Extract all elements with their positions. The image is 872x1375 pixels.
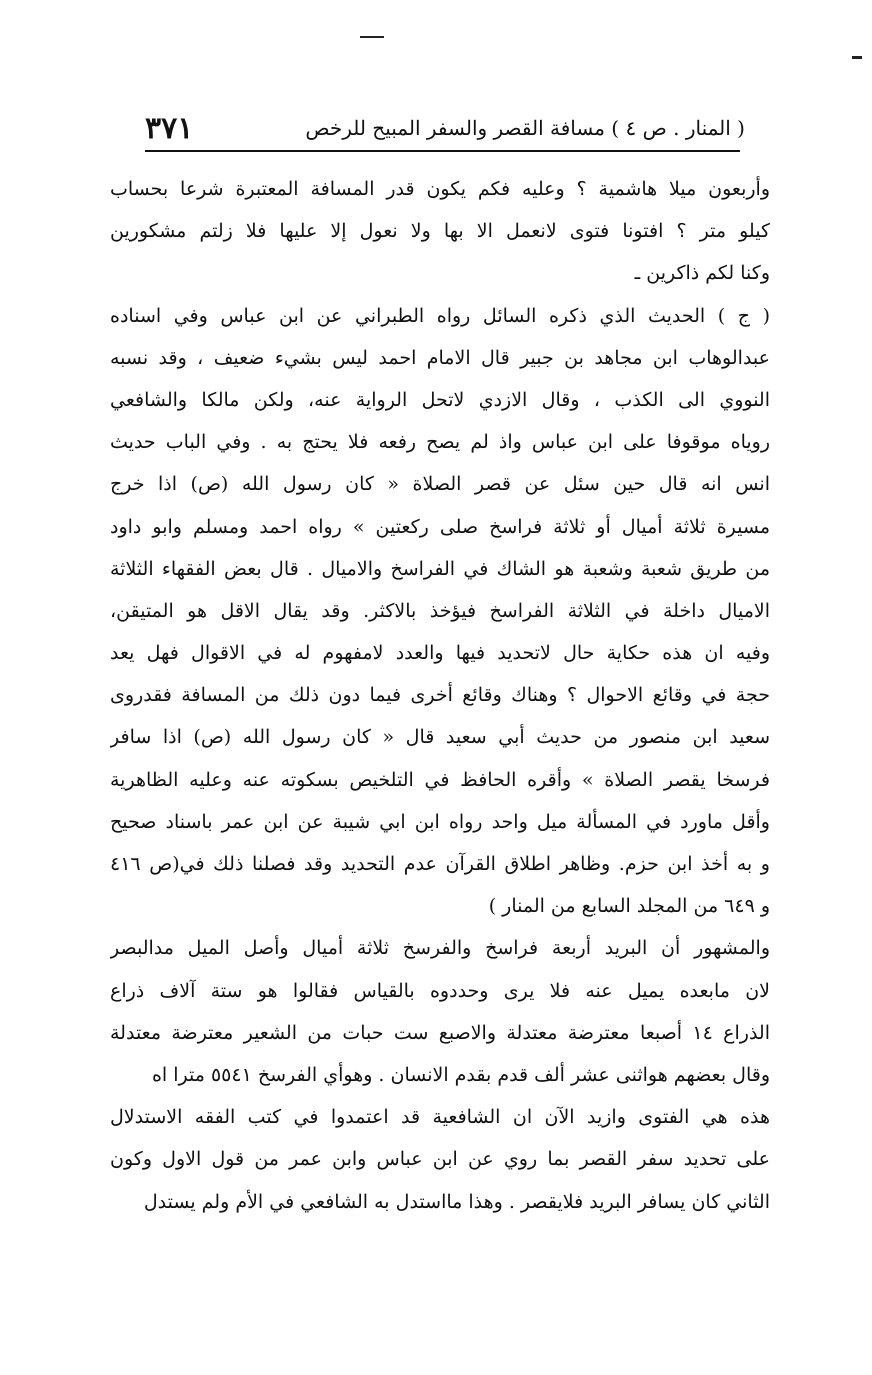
text-line: الثاني كان يسافر البريد فلايقصر . وهذا مااستدل به الشافعي في الأم ولم يستدل bbox=[143, 1190, 770, 1213]
running-head bbox=[145, 108, 745, 148]
paragraph bbox=[110, 1096, 770, 1223]
text-line: فرسخا يقصر الصلاة » وأقره الحافظ في التلخيص بسكوته عنه وعليه الظاهرية bbox=[110, 768, 770, 791]
paragraph bbox=[110, 168, 770, 295]
text-line: وكنا لكم ذاكرين ـ bbox=[634, 262, 770, 285]
text-line: الذراع ١٤ أصبعا معترضة معتدلة والاصبع ست حبات من الشعير معترضة معتدلة bbox=[110, 1021, 770, 1044]
text-line: وقال بعضهم هواثنى عشر ألف قدم بقدم الانسان . وهوأي الفرسخ ٥٥٤١ مترا اه bbox=[151, 1063, 770, 1086]
text-line: وأربعون ميلا هاشمية ؟ وعليه فكم يكون قدر المسافة المعتبرة شرعا بحساب bbox=[110, 178, 770, 200]
paragraph bbox=[110, 927, 770, 1096]
text-line: من طريق شعبة وشعبة هو الشاك في الفراسخ والاميال . قال بعض الفقهاء الثلاثة bbox=[110, 557, 770, 580]
text-line: روياه موقوفا على ابن عباس واذ لم يصح رفعه فلا يحتج به . وفي الباب حديث bbox=[110, 431, 770, 454]
text-line: انس انه قال حين سئل عن قصر الصلاة « كان رسول الله (ص) اذا خرج bbox=[110, 473, 770, 496]
text-line: و به أخذ ابن حزم. وظاهر اطلاق القرآن عدم التحديد وقد فصلنا ذلك في(ص ٤١٦ bbox=[110, 853, 770, 875]
text-line: و ٦٤٩ من المجلد السابع من المنار ) bbox=[488, 895, 770, 918]
text-line: النووي الى الكذب ، وقال الازدي لاتحل الرواية عنه، ولكن مالكا والشافعي bbox=[110, 388, 770, 411]
text-line: والمشهور أن البريد أربعة فراسخ والفرسخ ثلاثة أميال وأصل الميل مدالبصر bbox=[110, 937, 770, 960]
text-line: مسيرة ثلاثة أميال أو ثلاثة فراسخ صلى ركعتين » رواه احمد ومسلم وابو داود bbox=[110, 515, 770, 538]
text-line: حجة في وقائع الاحوال ؟ وهناك وقائع أخرى فيما دون ذلك من المسافة فقدروى bbox=[110, 684, 770, 707]
text-line: على تحديد سفر القصر بما روي عن ابن عباس وابن عمر من قول الاول وكون bbox=[110, 1148, 770, 1171]
text-line: هذه هي الفتوى وازيد الآن ان الشافعية قد اعتمدوا في كتب الفقه الاستدلال bbox=[110, 1106, 770, 1129]
text-line: كيلو متر ؟ افتونا فتوى لانعمل الا بها ولا نعول إلا عليها فلا زلتم مشكورين bbox=[110, 220, 770, 243]
body-text bbox=[110, 168, 770, 1223]
header-rule bbox=[145, 150, 740, 152]
text-line: عبدالوهاب ابن مجاهد بن جبير قال الامام احمد ليس بشيء ضعيف ، وقد نسبه bbox=[110, 346, 770, 369]
corner-scan-mark bbox=[852, 56, 862, 59]
header-title: ( المنار . ص ٤ ) مسافة القصر والسفر المبيح للرخص bbox=[305, 116, 745, 140]
paragraph bbox=[110, 295, 770, 928]
text-line: وأقل ماورد في المسألة ميل واحد رواه ابن ابي شيبة عن ابن عمر باسناد صحيح bbox=[110, 810, 770, 833]
text-line: سعيد ابن منصور من حديث أبي سعيد قال « كان رسول الله (ص) اذا سافر bbox=[110, 726, 770, 749]
text-line: وفيه ان هذه حكاية حال لاتحديد فيها والعدد لامفهوم له في الاقوال فهل يعد bbox=[110, 642, 770, 665]
text-line: لان مابعده يميل عنه فلا يرى وحددوه بالقياس فقالوا هو ستة آلاف ذراع bbox=[110, 979, 770, 1002]
top-scan-mark bbox=[360, 36, 384, 38]
page-number: ٣٧١ bbox=[145, 110, 194, 146]
text-line: ( ج ) الحديث الذي ذكره السائل رواه الطبراني عن ابن عباس وفي اسناده bbox=[110, 304, 770, 327]
text-line: الاميال داخلة في الثلاثة الفراسخ فيؤخذ بالاكثر. وقد يقال الاقل هو المتيقن، bbox=[110, 599, 770, 622]
